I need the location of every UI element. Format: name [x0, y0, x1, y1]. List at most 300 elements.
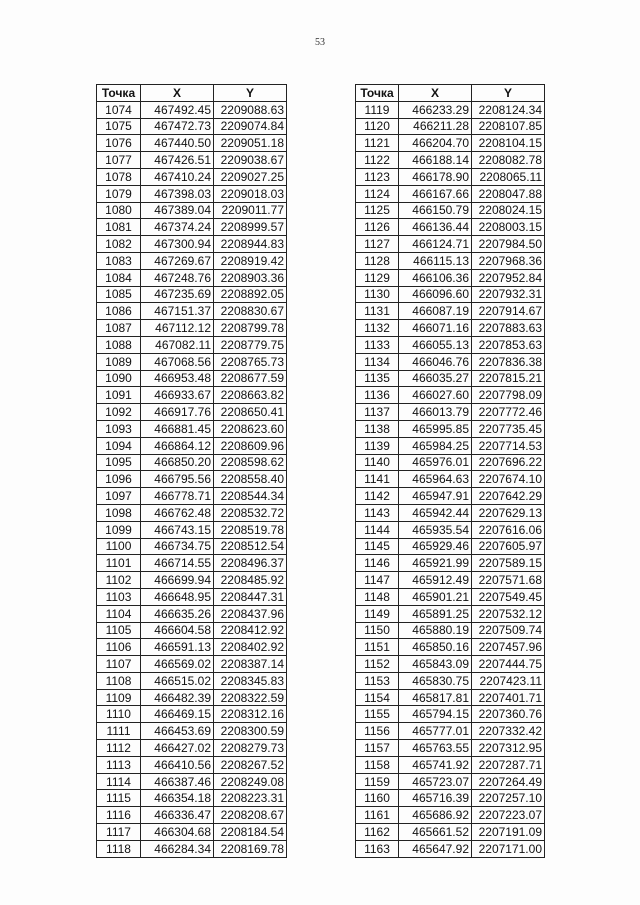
point-cell: 1082 — [97, 236, 141, 253]
point-cell: 1146 — [356, 555, 399, 572]
header-y: Y — [214, 85, 287, 102]
header-y: Y — [472, 85, 545, 102]
point-cell: 1114 — [97, 773, 141, 790]
x-cell: 465716.39 — [399, 790, 472, 807]
y-cell: 2208519.78 — [214, 521, 287, 538]
point-cell: 1132 — [356, 320, 399, 337]
x-cell: 466087.19 — [399, 303, 472, 320]
x-cell: 465880.19 — [399, 622, 472, 639]
y-cell: 2208223.31 — [214, 790, 287, 807]
point-cell: 1125 — [356, 202, 399, 219]
point-cell: 1156 — [356, 723, 399, 740]
x-cell: 467374.24 — [141, 219, 214, 236]
x-cell: 467235.69 — [141, 286, 214, 303]
y-cell: 2207629.13 — [472, 504, 545, 521]
point-cell: 1102 — [97, 572, 141, 589]
y-cell: 2208903.36 — [214, 269, 287, 286]
table-row — [97, 572, 287, 589]
x-cell: 466604.58 — [141, 622, 214, 639]
x-cell: 465901.21 — [399, 588, 472, 605]
table-row — [97, 303, 287, 320]
point-cell: 1107 — [97, 656, 141, 673]
point-cell: 1144 — [356, 521, 399, 538]
table-row — [97, 353, 287, 370]
table-row — [356, 773, 545, 790]
table-row — [97, 471, 287, 488]
table-row — [97, 672, 287, 689]
point-cell: 1119 — [356, 101, 399, 118]
y-cell: 2207171.00 — [472, 840, 545, 857]
x-cell: 466515.02 — [141, 672, 214, 689]
table-row — [356, 538, 545, 555]
x-cell: 466591.13 — [141, 639, 214, 656]
point-cell: 1110 — [97, 706, 141, 723]
point-cell: 1160 — [356, 790, 399, 807]
point-cell: 1143 — [356, 504, 399, 521]
table-row — [356, 252, 545, 269]
x-cell: 466178.90 — [399, 168, 472, 185]
y-cell: 2207968.36 — [472, 252, 545, 269]
y-cell: 2208447.31 — [214, 588, 287, 605]
point-cell: 1099 — [97, 521, 141, 538]
y-cell: 2208765.73 — [214, 353, 287, 370]
y-cell: 2208208.67 — [214, 807, 287, 824]
table-row — [97, 706, 287, 723]
point-cell: 1091 — [97, 387, 141, 404]
x-cell: 467472.73 — [141, 118, 214, 135]
x-cell: 465794.15 — [399, 706, 472, 723]
table-row — [356, 740, 545, 757]
y-cell: 2208184.54 — [214, 824, 287, 841]
point-cell: 1162 — [356, 824, 399, 841]
point-cell: 1078 — [97, 168, 141, 185]
point-cell: 1077 — [97, 152, 141, 169]
y-cell: 2207332.42 — [472, 723, 545, 740]
x-cell: 465777.01 — [399, 723, 472, 740]
point-cell: 1098 — [97, 504, 141, 521]
y-cell: 2207360.76 — [472, 706, 545, 723]
point-cell: 1116 — [97, 807, 141, 824]
y-cell: 2208169.78 — [214, 840, 287, 857]
y-cell: 2208779.75 — [214, 336, 287, 353]
y-cell: 2208496.37 — [214, 555, 287, 572]
point-cell: 1123 — [356, 168, 399, 185]
table-row — [356, 303, 545, 320]
table-row — [97, 840, 287, 857]
table-row — [97, 773, 287, 790]
y-cell: 2208623.60 — [214, 420, 287, 437]
x-cell: 467492.45 — [141, 101, 214, 118]
x-cell: 466917.76 — [141, 404, 214, 421]
table-row — [356, 168, 545, 185]
x-cell: 467151.37 — [141, 303, 214, 320]
y-cell: 2208300.59 — [214, 723, 287, 740]
y-cell: 2207423.11 — [472, 672, 545, 689]
table-row — [97, 622, 287, 639]
y-cell: 2207589.15 — [472, 555, 545, 572]
table-row — [97, 135, 287, 152]
x-cell: 466055.13 — [399, 336, 472, 353]
x-cell: 466482.39 — [141, 689, 214, 706]
point-cell: 1158 — [356, 756, 399, 773]
point-cell: 1117 — [97, 824, 141, 841]
table-row — [356, 152, 545, 169]
table-row — [97, 588, 287, 605]
x-cell: 465947.91 — [399, 488, 472, 505]
y-cell: 2207735.45 — [472, 420, 545, 437]
x-cell: 466284.34 — [141, 840, 214, 857]
point-cell: 1147 — [356, 572, 399, 589]
table-row — [356, 320, 545, 337]
x-cell: 466453.69 — [141, 723, 214, 740]
x-cell: 466762.48 — [141, 504, 214, 521]
y-cell: 2208387.14 — [214, 656, 287, 673]
table-row — [356, 656, 545, 673]
point-cell: 1094 — [97, 437, 141, 454]
x-cell: 465843.09 — [399, 656, 472, 673]
x-cell: 467389.04 — [141, 202, 214, 219]
point-cell: 1083 — [97, 252, 141, 269]
x-cell: 465817.81 — [399, 689, 472, 706]
table-row — [97, 521, 287, 538]
table-row — [356, 336, 545, 353]
table-row — [356, 605, 545, 622]
y-cell: 2208279.73 — [214, 740, 287, 757]
x-cell: 465661.52 — [399, 824, 472, 841]
table-row — [356, 454, 545, 471]
y-cell: 2207287.71 — [472, 756, 545, 773]
table-row — [356, 437, 545, 454]
table-body-right — [356, 101, 545, 857]
y-cell: 2207952.84 — [472, 269, 545, 286]
x-cell: 466635.26 — [141, 605, 214, 622]
point-cell: 1148 — [356, 588, 399, 605]
y-cell: 2208065.11 — [472, 168, 545, 185]
table-row — [97, 185, 287, 202]
table-row — [356, 387, 545, 404]
table-row — [97, 118, 287, 135]
y-cell: 2208345.83 — [214, 672, 287, 689]
y-cell: 2208892.05 — [214, 286, 287, 303]
table-row — [356, 555, 545, 572]
y-cell: 2207914.67 — [472, 303, 545, 320]
y-cell: 2207853.63 — [472, 336, 545, 353]
y-cell: 2207984.50 — [472, 236, 545, 253]
x-cell: 466714.55 — [141, 555, 214, 572]
y-cell: 2209027.25 — [214, 168, 287, 185]
table-row — [97, 404, 287, 421]
x-cell: 466124.71 — [399, 236, 472, 253]
y-cell: 2207696.22 — [472, 454, 545, 471]
point-cell: 1152 — [356, 656, 399, 673]
x-cell: 465723.07 — [399, 773, 472, 790]
point-cell: 1129 — [356, 269, 399, 286]
point-cell: 1113 — [97, 756, 141, 773]
y-cell: 2208082.78 — [472, 152, 545, 169]
x-cell: 467426.51 — [141, 152, 214, 169]
point-cell: 1085 — [97, 286, 141, 303]
y-cell: 2207571.68 — [472, 572, 545, 589]
x-cell: 466743.15 — [141, 521, 214, 538]
table-row — [356, 118, 545, 135]
point-cell: 1149 — [356, 605, 399, 622]
y-cell: 2207605.97 — [472, 538, 545, 555]
y-cell: 2208598.62 — [214, 454, 287, 471]
y-cell: 2207264.49 — [472, 773, 545, 790]
point-cell: 1100 — [97, 538, 141, 555]
x-cell: 466211.28 — [399, 118, 472, 135]
point-cell: 1118 — [97, 840, 141, 857]
point-cell: 1136 — [356, 387, 399, 404]
header-point: Точка — [97, 85, 141, 102]
table-row — [356, 286, 545, 303]
x-cell: 466953.48 — [141, 370, 214, 387]
table-row — [356, 236, 545, 253]
y-cell: 2207798.09 — [472, 387, 545, 404]
table-row — [97, 219, 287, 236]
point-cell: 1093 — [97, 420, 141, 437]
y-cell: 2207772.46 — [472, 404, 545, 421]
header-x: X — [141, 85, 214, 102]
point-cell: 1137 — [356, 404, 399, 421]
point-cell: 1095 — [97, 454, 141, 471]
x-cell: 466336.47 — [141, 807, 214, 824]
point-cell: 1090 — [97, 370, 141, 387]
y-cell: 2208830.67 — [214, 303, 287, 320]
point-cell: 1145 — [356, 538, 399, 555]
point-cell: 1101 — [97, 555, 141, 572]
table-row — [97, 488, 287, 505]
x-cell: 466304.68 — [141, 824, 214, 841]
y-cell: 2207549.45 — [472, 588, 545, 605]
point-cell: 1127 — [356, 236, 399, 253]
point-cell: 1124 — [356, 185, 399, 202]
y-cell: 2208919.42 — [214, 252, 287, 269]
table-row — [97, 807, 287, 824]
table-row — [356, 101, 545, 118]
x-cell: 466150.79 — [399, 202, 472, 219]
table-row — [356, 588, 545, 605]
x-cell: 467112.12 — [141, 320, 214, 337]
x-cell: 467410.24 — [141, 168, 214, 185]
y-cell: 2208412.92 — [214, 622, 287, 639]
table-row — [97, 269, 287, 286]
x-cell: 465686.92 — [399, 807, 472, 824]
y-cell: 2208544.34 — [214, 488, 287, 505]
y-cell: 2207223.07 — [472, 807, 545, 824]
x-cell: 465741.92 — [399, 756, 472, 773]
x-cell: 465647.92 — [399, 840, 472, 857]
y-cell: 2208437.96 — [214, 605, 287, 622]
x-cell: 466204.70 — [399, 135, 472, 152]
x-cell: 467300.94 — [141, 236, 214, 253]
y-cell: 2208322.59 — [214, 689, 287, 706]
x-cell: 466795.56 — [141, 471, 214, 488]
y-cell: 2207457.96 — [472, 639, 545, 656]
table-row — [356, 404, 545, 421]
table-row — [97, 236, 287, 253]
point-cell: 1151 — [356, 639, 399, 656]
x-cell: 467269.67 — [141, 252, 214, 269]
y-cell: 2209018.03 — [214, 185, 287, 202]
table-row — [356, 219, 545, 236]
table-header-row — [97, 85, 287, 102]
point-cell: 1089 — [97, 353, 141, 370]
y-cell: 2208107.85 — [472, 118, 545, 135]
point-cell: 1122 — [356, 152, 399, 169]
y-cell: 2208485.92 — [214, 572, 287, 589]
x-cell: 466778.71 — [141, 488, 214, 505]
point-cell: 1155 — [356, 706, 399, 723]
table-row — [356, 269, 545, 286]
table-row — [97, 656, 287, 673]
x-cell: 466233.29 — [399, 101, 472, 118]
x-cell: 466106.36 — [399, 269, 472, 286]
point-cell: 1157 — [356, 740, 399, 757]
y-cell: 2207932.31 — [472, 286, 545, 303]
x-cell: 465995.85 — [399, 420, 472, 437]
point-cell: 1121 — [356, 135, 399, 152]
x-cell: 465929.46 — [399, 538, 472, 555]
x-cell: 466427.02 — [141, 740, 214, 757]
x-cell: 466027.60 — [399, 387, 472, 404]
x-cell: 466648.95 — [141, 588, 214, 605]
point-cell: 1134 — [356, 353, 399, 370]
point-cell: 1140 — [356, 454, 399, 471]
table-row — [356, 723, 545, 740]
table-row — [97, 538, 287, 555]
point-cell: 1096 — [97, 471, 141, 488]
table-row — [97, 639, 287, 656]
x-cell: 465921.99 — [399, 555, 472, 572]
point-cell: 1141 — [356, 471, 399, 488]
y-cell: 2209088.63 — [214, 101, 287, 118]
header-point: Точка — [356, 85, 399, 102]
table-row — [97, 370, 287, 387]
x-cell: 465850.16 — [399, 639, 472, 656]
table-row — [97, 286, 287, 303]
y-cell: 2207836.38 — [472, 353, 545, 370]
x-cell: 465964.63 — [399, 471, 472, 488]
point-cell: 1150 — [356, 622, 399, 639]
table-row — [356, 672, 545, 689]
table-header-row — [356, 85, 545, 102]
point-cell: 1084 — [97, 269, 141, 286]
y-cell: 2208650.41 — [214, 404, 287, 421]
table-row — [356, 706, 545, 723]
table-row — [97, 336, 287, 353]
table-row — [97, 790, 287, 807]
x-cell: 466136.44 — [399, 219, 472, 236]
x-cell: 467082.11 — [141, 336, 214, 353]
y-cell: 2207674.10 — [472, 471, 545, 488]
point-cell: 1163 — [356, 840, 399, 857]
point-cell: 1111 — [97, 723, 141, 740]
table-row — [356, 353, 545, 370]
y-cell: 2207815.21 — [472, 370, 545, 387]
y-cell: 2209051.18 — [214, 135, 287, 152]
x-cell: 465984.25 — [399, 437, 472, 454]
table-row — [356, 488, 545, 505]
x-cell: 466933.67 — [141, 387, 214, 404]
y-cell: 2207883.63 — [472, 320, 545, 337]
y-cell: 2208532.72 — [214, 504, 287, 521]
y-cell: 2208104.15 — [472, 135, 545, 152]
table-row — [97, 387, 287, 404]
point-cell: 1104 — [97, 605, 141, 622]
table-row — [356, 370, 545, 387]
y-cell: 2208267.52 — [214, 756, 287, 773]
point-cell: 1108 — [97, 672, 141, 689]
table-row — [356, 840, 545, 857]
x-cell: 466699.94 — [141, 572, 214, 589]
table-row — [97, 101, 287, 118]
y-cell: 2207509.74 — [472, 622, 545, 639]
table-row — [356, 756, 545, 773]
y-cell: 2207444.75 — [472, 656, 545, 673]
table-row — [356, 572, 545, 589]
y-cell: 2208312.16 — [214, 706, 287, 723]
y-cell: 2208024.15 — [472, 202, 545, 219]
table-row — [356, 807, 545, 824]
x-cell: 466387.46 — [141, 773, 214, 790]
x-cell: 466013.79 — [399, 404, 472, 421]
table-body-left — [97, 101, 287, 857]
point-cell: 1081 — [97, 219, 141, 236]
x-cell: 466096.60 — [399, 286, 472, 303]
x-cell: 467248.76 — [141, 269, 214, 286]
header-x: X — [399, 85, 472, 102]
point-cell: 1112 — [97, 740, 141, 757]
x-cell: 466881.45 — [141, 420, 214, 437]
table-row — [356, 521, 545, 538]
y-cell: 2208249.08 — [214, 773, 287, 790]
y-cell: 2208003.15 — [472, 219, 545, 236]
x-cell: 467398.03 — [141, 185, 214, 202]
table-row — [97, 756, 287, 773]
table-row — [97, 168, 287, 185]
table-row — [97, 689, 287, 706]
x-cell: 465830.75 — [399, 672, 472, 689]
y-cell: 2208609.96 — [214, 437, 287, 454]
x-cell: 466188.14 — [399, 152, 472, 169]
point-cell: 1131 — [356, 303, 399, 320]
table-row — [97, 605, 287, 622]
x-cell: 466167.66 — [399, 185, 472, 202]
point-cell: 1097 — [97, 488, 141, 505]
page-number: 53 — [315, 37, 325, 48]
y-cell: 2207191.09 — [472, 824, 545, 841]
point-cell: 1142 — [356, 488, 399, 505]
y-cell: 2208999.57 — [214, 219, 287, 236]
point-cell: 1109 — [97, 689, 141, 706]
point-cell: 1138 — [356, 420, 399, 437]
x-cell: 465891.25 — [399, 605, 472, 622]
point-cell: 1159 — [356, 773, 399, 790]
y-cell: 2208799.78 — [214, 320, 287, 337]
table-row — [356, 824, 545, 841]
y-cell: 2207532.12 — [472, 605, 545, 622]
point-cell: 1126 — [356, 219, 399, 236]
x-cell: 466115.13 — [399, 252, 472, 269]
y-cell: 2209011.77 — [214, 202, 287, 219]
table-row — [97, 504, 287, 521]
point-cell: 1115 — [97, 790, 141, 807]
y-cell: 2207401.71 — [472, 689, 545, 706]
y-cell: 2207714.53 — [472, 437, 545, 454]
table-row — [97, 202, 287, 219]
coordinates-table-left — [96, 84, 287, 858]
